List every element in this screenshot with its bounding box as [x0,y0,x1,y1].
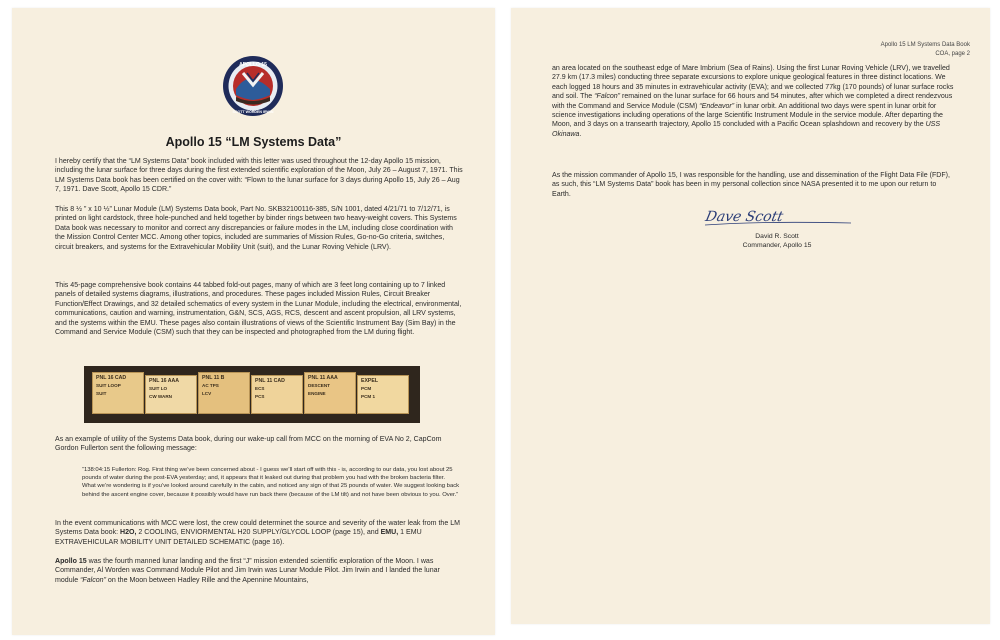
text-run: . [579,130,582,138]
quote-text: “138:04:15 Fullerton: Rog. First thing we’ve been concerned about - I guess we’ll start off with this - is, according to our data, you lost about 25 pounds of water during the post-EVA yesterday; and, it appears that it leaked out during that problem you had with the broken bacteria filter. What we’re wondering is if you’ve looked around carefully in the cabin, and noticed any sign of that 25 pounds of water. We suggest looking back behind the ascent engine cover, because it possibly would have run back there (because of the LM tilt) and not have been obvious to you. Over.” [82,467,460,498]
tab-label: LCV [202,391,212,396]
capcom-quote [82,466,460,499]
signature-text: Dave Scott [703,209,785,225]
patch-text: APOLLO 15 [239,62,267,68]
tabbed-pages-photo [84,366,420,423]
text-run: 1 EMU EXTRAVEHICULAR MOBILITY UNIT DETAILED SCHEMATIC (page 16). [55,529,422,546]
italic-run: “Endeavor” [699,102,735,110]
italic-run: “Falcon” [80,576,106,584]
text-run: remained on the lunar surface for 66 hours and 54 minutes, after which we completed a direct rendezvous with the Command and Service Module (CSM) [552,93,953,110]
tab-label: DESCENT [308,383,330,388]
tab-label: CW WARN [149,394,172,399]
mission-paragraph [55,557,463,585]
header-page-number: COA, page 2 [935,50,970,57]
tab-label: PNL 11 CAD [255,378,285,384]
tab-label: PNL 16 CAD [96,375,127,381]
paragraph-text: As the mission commander of Apollo 15, I was responsible for the handling, use and dissemination of the Flight Data File (FDF), as such, this “LM Systems Data” book has been in my personal collection since NASA presented it to me upon our return to Earth. [552,172,950,198]
mission-continued-paragraph [552,64,956,139]
tab-label: SUIT LOOP [96,383,121,388]
tab-label: EXPEL [361,378,379,384]
communications-paragraph [55,519,463,547]
tab-label: PCM [361,386,372,391]
text-run: In the event communications with MCC were lost, the crew could determinet the source and severity of the water leak from the LM Systems Data book: [55,520,460,537]
book-contents-paragraph [55,281,463,337]
tab-label: PNL 11 B [202,375,225,381]
signature-block [707,232,847,250]
text-run: an area located on the southeast edge of Mare Imbrium (Sea of Rains). Using the first Lunar Roving Vehicle (LRV), we travelled 27.9 km (17.3 miles) conducting three separate excursions to explore unique geological features in three distinct locations. We each logged 18 hours and 35 minutes in extravehicular activity (EVA); and we collected 77kg (170 pounds) of lunar surface rocks and soil. The [552,65,954,101]
paragraph-text: This 8 ½ ” x 10 ½” Lunar Module (LM) Systems Data book, Part No. SKB32100116-385, S/N 1001, dated 4/21/71 to 7/12/71, is printed on light cardstock, three hole-punched and held together by binder rings between two heavy-weight covers. This Systems Data book was necessary to monitor and correct any discrepancies or failure modes in the LM, including close coordination with the Mission Control Center MCC. Among other topics, included are summaries of Mission Rules, Go-no-Go criteria, switches, circuit breakers, and systems for the Extravehicular Mobility Unit (suit), and the Lunar Roving Vehicle (LRV). [55,206,457,251]
text-run: in lunar orbit. An additional two days were spent in lunar orbit for science investigations including operations of the large Scientific Instrument Module in the service module. After departing the Moon, and 3 days on a transearth trajectory, Apollo 15 concluded with a Pacific Ocean splashdown and recovery by the [552,102,943,129]
tab-label: SUIT LO [149,386,168,391]
text-run: on the Moon between Hadley Rille and the Apennine Mountains, [105,576,309,584]
paragraph-text [552,64,956,139]
fold-out-tab [251,375,303,414]
book-description-paragraph [55,205,463,252]
paragraph-text [55,519,463,547]
paragraph-text: I hereby certify that the “LM Systems Data” book included with this letter was used throughout the 12-day Apollo 15 mission, including the lunar surface for three days during the first extended scientific exploration of the Moon, July 26 – August 7, 1971. This LM Systems Data book has been certified on the cover with: “Flown to the lunar surface for 3 days during Apollo 15, July 26 – Aug 7, 1971. Dave Scott, Apollo 15 CDR.” [55,158,463,194]
tab-label: PNL 11 AAA [308,375,338,381]
tab-label: SUIT [96,391,107,396]
certification-paragraph [55,157,463,195]
provenance-paragraph [552,171,956,199]
apollo-15-mission-patch [222,55,284,117]
tab-label: ENGINE [308,391,326,396]
italic-run: “Falcon” [594,93,621,101]
fold-out-tab [145,375,197,414]
header-title: Apollo 15 LM Systems Data Book [880,42,970,48]
fold-out-tab [357,375,409,414]
tab-label: PCM 1 [361,394,376,399]
bold-run: Apollo 15 [55,558,87,565]
tab-label: PNL 16 AAA [149,378,179,384]
letter-page-1 [12,8,495,635]
letter-page-2 [511,8,990,624]
tab-strip [92,372,412,418]
text-run: 2 COOLING, ENVIORMENTAL H20 SUPPLY/GLYCOL LOOP (page 15), and [136,529,381,537]
text-run: was the fourth manned lunar landing and the first “J” mission extended scientific exploration of the Moon. I was Commander, Al Worden was Command Module Pilot and Jim Irwin was Lunar Module Pilot. Jim Irwin and I landed the lunar module [55,558,440,584]
page-header [881,41,970,58]
fold-out-tab [198,372,250,414]
bold-run: EMU, [380,529,399,537]
signature [701,201,861,231]
example-paragraph [55,435,463,454]
paragraph-text: As an example of utility of the Systems Data book, during our wake-up call from MCC on the morning of EVA No 2, CapCom Gordon Fullerton sent the following message: [55,436,442,453]
fold-out-tab [304,372,356,414]
tab-label: PCS [255,394,265,399]
signer-title: Commander, Apollo 15 [742,242,812,249]
fold-out-tab [92,372,144,414]
tab-label: ECS [255,386,265,391]
document-title: Apollo 15 “LM Systems Data” [165,135,342,149]
patch-names: SCOTT WORDEN IRWIN [232,110,274,114]
italic-run: USS Okinawa [552,121,941,138]
paragraph-text: This 45-page comprehensive book contains 44 tabbed fold-out pages, many of which are 3 feet long containing up to 7 linked panels of detailed systems diagrams, illustrations, and procedures. These pages included Mission Rules, Circuit Breaker Function/Effect Drawings, and 32 detailed schematics of every system in the Lunar Module, including the electrical, environmental, communications, caution and warning, instrumentation, G&N, SCS, AGS, RCS, descent and ascent propulsion, all LRV systems, and the systems within the EMU. These pages also contain illustrations of views of the Scientific Instrument Bay (Sim Bay) in the Command and Service Module (CSM) such that they can be inspected and photographed from the LM during flight. [55,282,462,337]
bold-run: H2O, [120,529,137,537]
paragraph-text [55,557,463,585]
signer-name: David R. Scott [755,233,799,240]
tab-label: AC TPS [202,383,219,388]
